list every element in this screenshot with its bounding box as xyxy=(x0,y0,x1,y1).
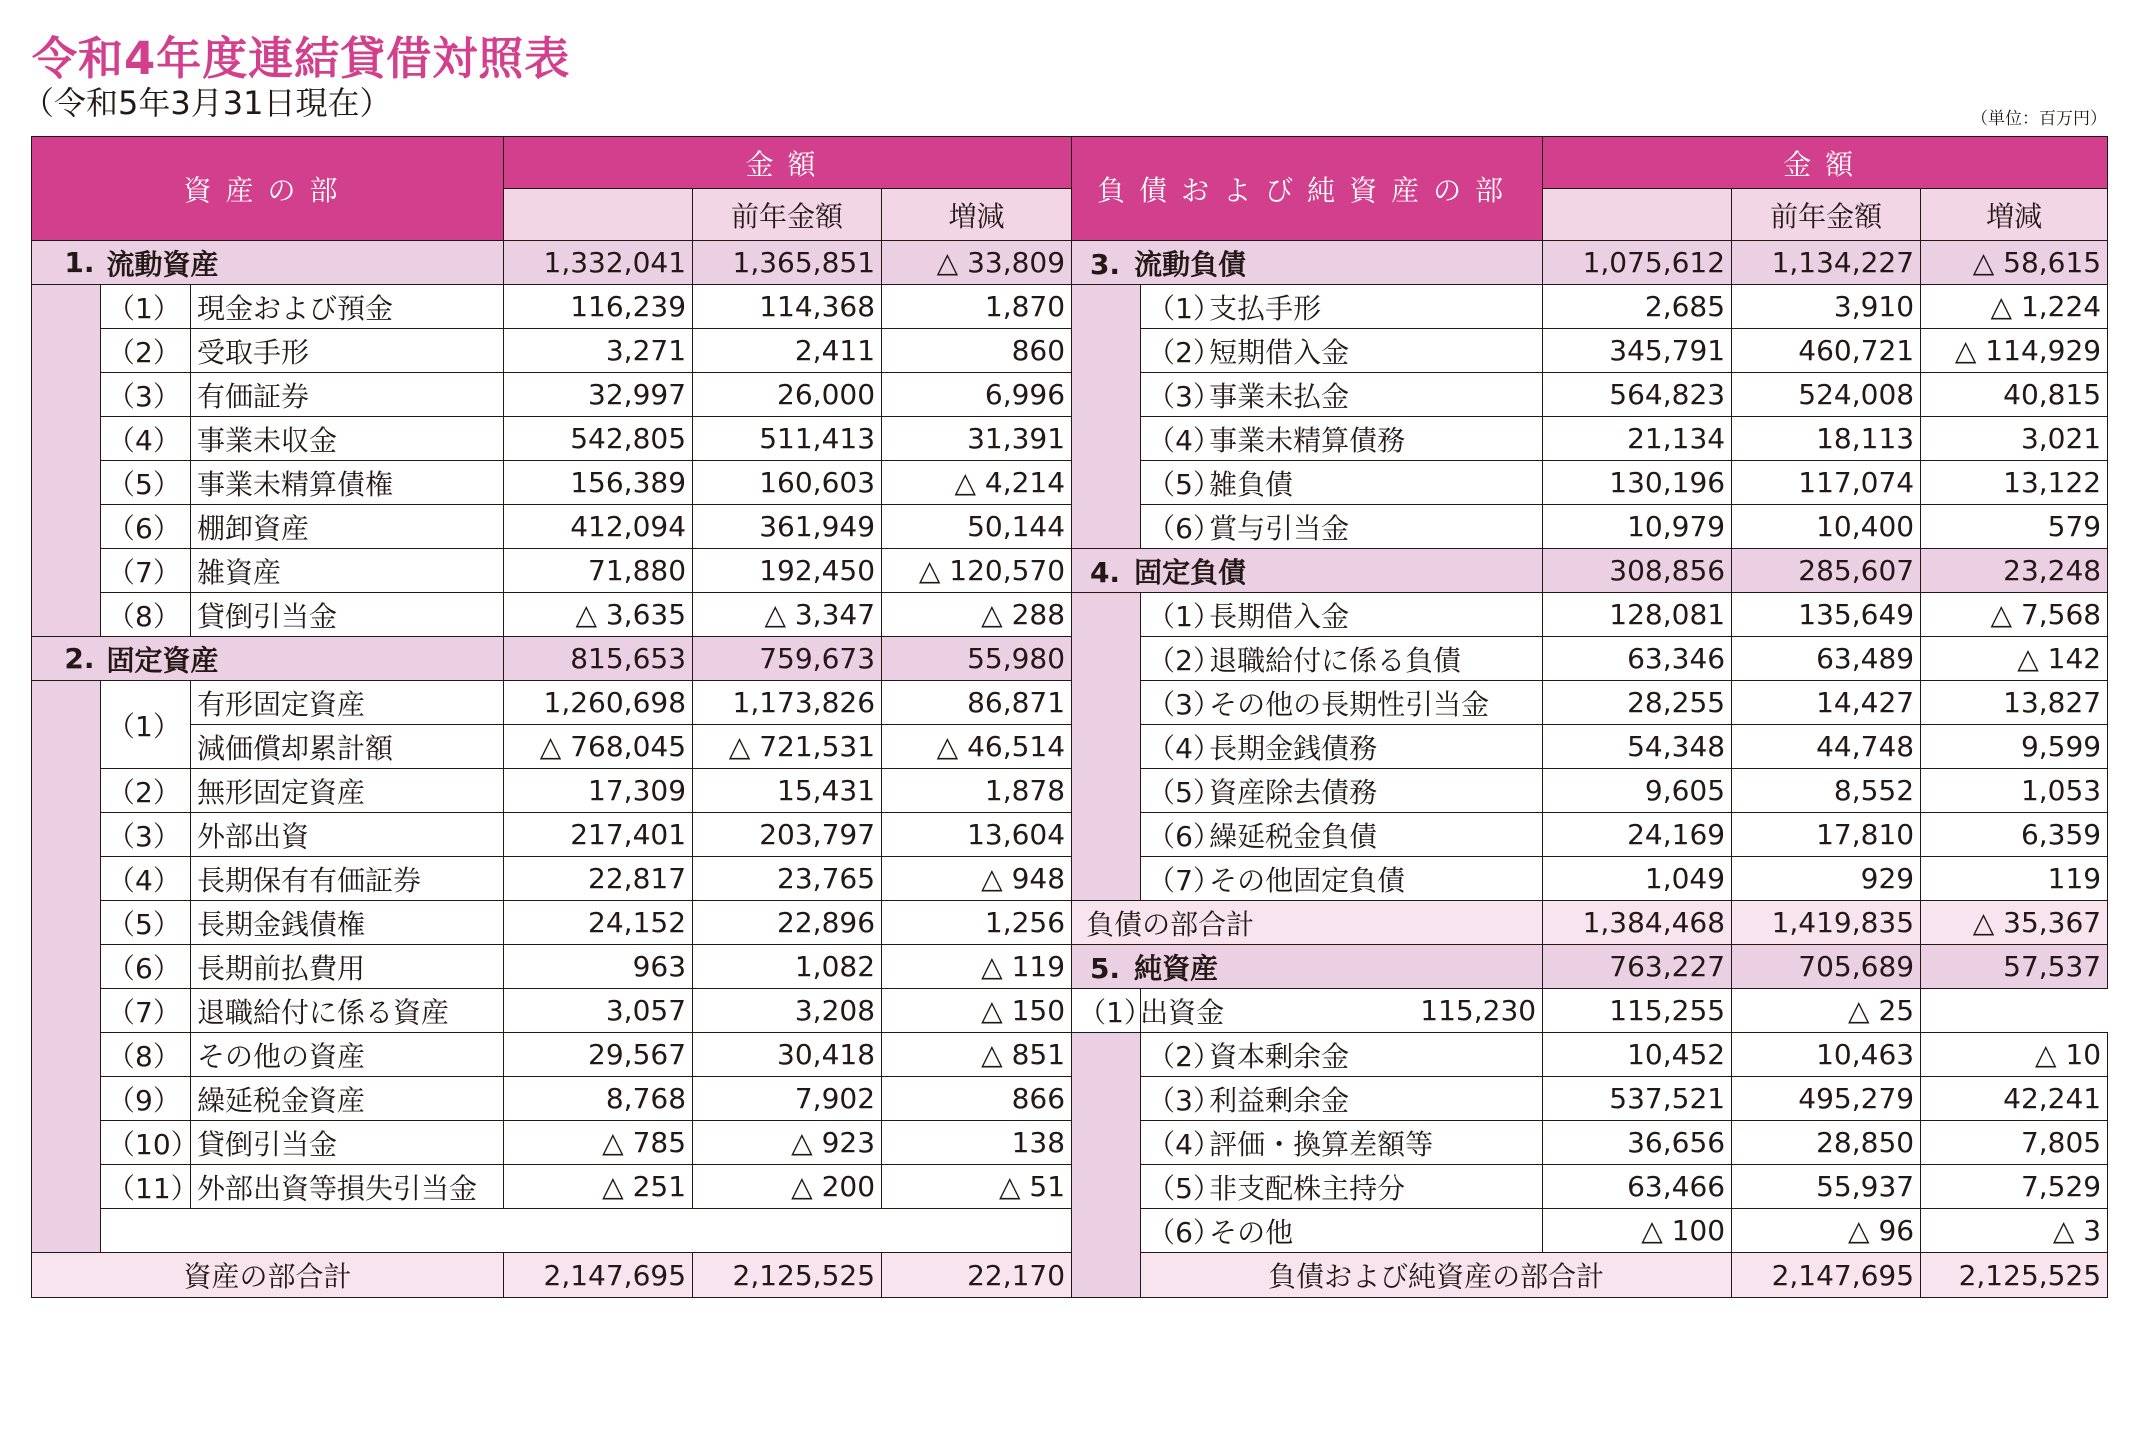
asset-item-label: 事業未精算債権 xyxy=(191,461,504,505)
asset-item-label: 有形固定資産 xyxy=(191,681,504,725)
asset-item-prev: △ 3,347 xyxy=(693,593,882,637)
asset-item-prev: 511,413 xyxy=(693,417,882,461)
asset-item-prev: 1,082 xyxy=(693,945,882,989)
asset-item-prev: 203,797 xyxy=(693,813,882,857)
liability-item-index: （2） xyxy=(1147,335,1221,369)
liability-item-label: 長期金銭債務 xyxy=(1209,731,1378,765)
liability-item-prev: 3,910 xyxy=(1732,285,1921,329)
asset-item-index: （2） xyxy=(101,769,191,813)
liability-item-amount: 1,049 xyxy=(1543,857,1732,901)
assets-prev-header: 前年金額 xyxy=(693,189,882,241)
liability-item xyxy=(1141,681,1543,725)
liability-item-label: 支払手形 xyxy=(1209,291,1322,325)
liability-item xyxy=(1141,329,1543,373)
asset-item-label: 棚卸資産 xyxy=(191,505,504,549)
liability-indent-strip xyxy=(1072,593,1141,901)
asset-item-label: 退職給付に係る資産 xyxy=(191,989,504,1033)
asset-item-amount: 8,768 xyxy=(504,1077,693,1121)
liability-item-label: 賞与引当金 xyxy=(1209,511,1350,545)
table-row xyxy=(32,505,2108,549)
liability-item-change: △ 7,568 xyxy=(1921,593,2108,637)
asset-item-amount: △ 251 xyxy=(504,1165,693,1209)
liability-item-index: （4） xyxy=(1147,1127,1221,1161)
liability-category-amount: 1,075,612 xyxy=(1543,241,1732,285)
unit-label: （単位：百万円） xyxy=(1971,109,2107,129)
liability-item-amount: 28,255 xyxy=(1543,681,1732,725)
asset-item-label: 外部出資 xyxy=(191,813,504,857)
asset-item-label: 現金および預金 xyxy=(191,285,504,329)
depreciation-prev: △ 721,531 xyxy=(693,725,882,769)
liability-item xyxy=(1072,989,1225,1033)
liability-category-change: 57,537 xyxy=(1921,945,2108,989)
liability-item xyxy=(1141,285,1543,329)
asset-indent-strip xyxy=(32,681,101,1253)
liability-item-label: 退職給付に係る負債 xyxy=(1209,643,1462,677)
liability-item-prev: 115,255 xyxy=(1543,989,1732,1033)
liability-item-prev: 28,850 xyxy=(1732,1121,1921,1165)
asset-item-amount: 156,389 xyxy=(504,461,693,505)
liability-item xyxy=(1141,461,1543,505)
liability-item-index: （2） xyxy=(1147,1039,1221,1073)
liability-item-amount: 537,521 xyxy=(1543,1077,1732,1121)
liability-item-label: 事業未払金 xyxy=(1209,379,1350,413)
asset-item-prev: 23,765 xyxy=(693,857,882,901)
liabilities-section-header: 負債および純資産の部 xyxy=(1072,137,1543,241)
liability-category-prev: 1,134,227 xyxy=(1732,241,1921,285)
liability-item xyxy=(1141,725,1543,769)
asset-item-label: 貸倒引当金 xyxy=(191,1121,504,1165)
balance-sheet-table xyxy=(31,136,2108,1298)
asset-item-change: 31,391 xyxy=(882,417,1072,461)
liability-item-label: 出資金 xyxy=(1140,995,1225,1029)
table-row xyxy=(32,549,2108,593)
assets-total-amount: 2,147,695 xyxy=(504,1253,693,1298)
liability-item-prev: 524,008 xyxy=(1732,373,1921,417)
liability-category-num: 3. xyxy=(1089,247,1121,281)
liability-item-index: （4） xyxy=(1147,731,1221,765)
liability-item-label: 事業未精算債務 xyxy=(1209,423,1406,457)
asset-item-amount: 412,094 xyxy=(504,505,693,549)
table-row xyxy=(32,857,2108,901)
asset-item-prev: 1,173,826 xyxy=(693,681,882,725)
asset-item-change: △ 120,570 xyxy=(882,549,1072,593)
asset-item-change: △ 948 xyxy=(882,857,1072,901)
liability-item-index: （3） xyxy=(1147,687,1221,721)
liability-item-label: 資産除去債務 xyxy=(1209,775,1378,809)
liability-item-amount: 128,081 xyxy=(1543,593,1732,637)
liabilities-subtotal-label: 負債の部合計 xyxy=(1072,901,1543,945)
liabilities-current-header xyxy=(1543,189,1732,241)
liabilities-net-assets-total-label: 負債および純資産の部合計 xyxy=(1141,1253,1732,1298)
liability-item-index: （5） xyxy=(1147,467,1221,501)
liability-item-label: 長期借入金 xyxy=(1209,599,1350,633)
liability-item-amount: 345,791 xyxy=(1543,329,1732,373)
liability-item-amount: 36,656 xyxy=(1543,1121,1732,1165)
asset-item-amount: 24,152 xyxy=(504,901,693,945)
asset-item-prev: 26,000 xyxy=(693,373,882,417)
liability-item-label: その他固定負債 xyxy=(1209,863,1406,897)
asset-category-change: 55,980 xyxy=(882,637,1072,681)
asset-item-index: （7） xyxy=(101,989,191,1033)
liability-item-label: 利益剰余金 xyxy=(1209,1083,1350,1117)
liability-item-index: （6） xyxy=(1147,819,1221,853)
liability-item xyxy=(1141,593,1543,637)
table-row xyxy=(32,1077,2108,1121)
liabilities-change-header: 増減 xyxy=(1921,189,2108,241)
liability-item-prev: 14,427 xyxy=(1732,681,1921,725)
asset-item-change: 860 xyxy=(882,329,1072,373)
liability-item-change: △ 1,224 xyxy=(1921,285,2108,329)
liability-item-label: 雑負債 xyxy=(1209,467,1294,501)
asset-item-index: （1） xyxy=(101,681,191,769)
asset-item-change: 1,878 xyxy=(882,769,1072,813)
liability-item-prev: 44,748 xyxy=(1732,725,1921,769)
assets-change-header: 増減 xyxy=(882,189,1072,241)
liability-category xyxy=(1072,945,1543,989)
liability-item-amount: 130,196 xyxy=(1543,461,1732,505)
liability-item-change: △ 25 xyxy=(1732,989,1921,1033)
asset-item-change: △ 288 xyxy=(882,593,1072,637)
liability-item-change: 6,359 xyxy=(1921,813,2108,857)
liability-item-index: （1） xyxy=(1078,995,1152,1029)
asset-item-index: （11） xyxy=(101,1165,191,1209)
liability-item xyxy=(1141,637,1543,681)
depreciation-amount: △ 768,045 xyxy=(504,725,693,769)
liability-item-index: （6） xyxy=(1147,511,1221,545)
table-row xyxy=(32,769,2108,813)
asset-item-label: 長期金銭債権 xyxy=(191,901,504,945)
asset-item-label: 繰延税金資産 xyxy=(191,1077,504,1121)
liability-item-change: 579 xyxy=(1921,505,2108,549)
liability-item-amount: 10,979 xyxy=(1543,505,1732,549)
table-row xyxy=(32,681,2108,725)
liability-item-change: △ 142 xyxy=(1921,637,2108,681)
liability-category-change: △ 58,615 xyxy=(1921,241,2108,285)
liability-item-label: 短期借入金 xyxy=(1209,335,1350,369)
liability-item-prev: 460,721 xyxy=(1732,329,1921,373)
asset-item-prev: 192,450 xyxy=(693,549,882,593)
liability-item-change: 7,529 xyxy=(1921,1165,2108,1209)
asset-item-change: △ 150 xyxy=(882,989,1072,1033)
liability-item-label: 評価・換算差額等 xyxy=(1209,1127,1434,1161)
asset-item-prev: 7,902 xyxy=(693,1077,882,1121)
asset-item-amount: △ 785 xyxy=(504,1121,693,1165)
liability-item-index: （3） xyxy=(1147,1083,1221,1117)
liability-item-change: △ 10 xyxy=(1921,1033,2108,1077)
liability-item-prev: 10,463 xyxy=(1732,1033,1921,1077)
asset-item-change: 6,996 xyxy=(882,373,1072,417)
table-row xyxy=(32,1209,2108,1253)
asset-item-amount: △ 3,635 xyxy=(504,593,693,637)
liability-item-label: 非支配株主持分 xyxy=(1209,1171,1406,1205)
asset-category-label: 固定資産 xyxy=(101,637,504,681)
liability-item-index: （4） xyxy=(1147,423,1221,457)
liability-category-amount: 763,227 xyxy=(1543,945,1732,989)
asset-item-index: （3） xyxy=(101,373,191,417)
asset-category-amount: 1,332,041 xyxy=(504,241,693,285)
asset-item-change: 138 xyxy=(882,1121,1072,1165)
liability-item-prev: 135,649 xyxy=(1732,593,1921,637)
liability-category-num: 4. xyxy=(1089,555,1121,589)
liability-item-amount: 63,466 xyxy=(1543,1165,1732,1209)
liability-indent-strip xyxy=(1072,285,1141,549)
depreciation-change: △ 46,514 xyxy=(882,725,1072,769)
assets-section-header: 資産の部 xyxy=(32,137,504,241)
liability-item xyxy=(1141,1033,1543,1077)
liabilities-subtotal-change: △ 35,367 xyxy=(1921,901,2108,945)
liability-item-change: △ 3 xyxy=(1921,1209,2108,1253)
asset-item-label: 長期前払費用 xyxy=(191,945,504,989)
liability-item-amount: 24,169 xyxy=(1543,813,1732,857)
liability-item-label: 繰延税金負債 xyxy=(1209,819,1378,853)
asset-item-change: 1,256 xyxy=(882,901,1072,945)
asset-item-amount: 17,309 xyxy=(504,769,693,813)
asset-item-amount: 32,997 xyxy=(504,373,693,417)
liability-item-change: 3,021 xyxy=(1921,417,2108,461)
liability-item-index: （6） xyxy=(1147,1215,1221,1249)
liability-item-index: （3） xyxy=(1147,379,1221,413)
asset-item-prev: 2,411 xyxy=(693,329,882,373)
asset-item-label: 事業未収金 xyxy=(191,417,504,461)
table-row xyxy=(32,989,2108,1033)
liability-item-index: （5） xyxy=(1147,775,1221,809)
liability-item-prev: 8,552 xyxy=(1732,769,1921,813)
liability-item-prev: 929 xyxy=(1732,857,1921,901)
table-row xyxy=(32,637,2108,681)
liability-item xyxy=(1141,1165,1543,1209)
asset-item-label: 長期保有有価証券 xyxy=(191,857,504,901)
table-row xyxy=(32,329,2108,373)
liability-item xyxy=(1141,1077,1543,1121)
liability-item-change: 1,053 xyxy=(1921,769,2108,813)
asset-item-change: △ 851 xyxy=(882,1033,1072,1077)
liability-item xyxy=(1141,1209,1543,1253)
asset-item-prev: 160,603 xyxy=(693,461,882,505)
asset-category-label: 流動資産 xyxy=(101,241,504,285)
liability-category-num: 5. xyxy=(1089,951,1121,985)
liabilities-net-assets-total-prev: 2,125,525 xyxy=(1921,1253,2108,1298)
asset-item-amount: 22,817 xyxy=(504,857,693,901)
asset-item-amount: 3,271 xyxy=(504,329,693,373)
table-row xyxy=(32,373,2108,417)
asset-item-label: 受取手形 xyxy=(191,329,504,373)
assets-total-label: 資産の部合計 xyxy=(32,1253,504,1298)
assets-current-header xyxy=(504,189,693,241)
asset-category-prev: 1,365,851 xyxy=(693,241,882,285)
liability-item-index: （1） xyxy=(1147,599,1221,633)
liability-item xyxy=(1141,857,1543,901)
asset-item-change: 13,604 xyxy=(882,813,1072,857)
asset-item-prev: 22,896 xyxy=(693,901,882,945)
liability-item-change: 13,827 xyxy=(1921,681,2108,725)
asset-item-amount: 116,239 xyxy=(504,285,693,329)
asset-item-index: （5） xyxy=(101,461,191,505)
liability-item-amount: 21,134 xyxy=(1543,417,1732,461)
asset-item-change: 86,871 xyxy=(882,681,1072,725)
asset-item-prev: △ 200 xyxy=(693,1165,882,1209)
assets-total-change: 22,170 xyxy=(882,1253,1072,1298)
liability-item-prev: 17,810 xyxy=(1732,813,1921,857)
table-row xyxy=(32,461,2108,505)
liability-item-label: 資本剰余金 xyxy=(1209,1039,1350,1073)
table-row xyxy=(32,1121,2108,1165)
assets-total-prev: 2,125,525 xyxy=(693,1253,882,1298)
liability-category xyxy=(1072,241,1543,285)
table-row xyxy=(32,901,2108,945)
table-row xyxy=(32,417,2108,461)
asset-item-label: 雑資産 xyxy=(191,549,504,593)
table-row xyxy=(32,725,2108,769)
asset-item-index: （7） xyxy=(101,549,191,593)
liability-item-amount: 564,823 xyxy=(1543,373,1732,417)
asset-category-change: △ 33,809 xyxy=(882,241,1072,285)
asset-item-amount: 963 xyxy=(504,945,693,989)
liability-item xyxy=(1141,417,1543,461)
asset-item-amount: 1,260,698 xyxy=(504,681,693,725)
table-row xyxy=(32,241,2108,285)
liabilities-prev-header: 前年金額 xyxy=(1732,189,1921,241)
asset-item-index: （8） xyxy=(101,593,191,637)
depreciation-label: 減価償却累計額 xyxy=(191,725,504,769)
liability-item-index: （5） xyxy=(1147,1171,1221,1205)
liability-item-prev: 495,279 xyxy=(1732,1077,1921,1121)
liabilities-amount-header: 金額 xyxy=(1543,137,2108,189)
table-row xyxy=(32,285,2108,329)
liability-item-prev: 18,113 xyxy=(1732,417,1921,461)
asset-item-label: 貸倒引当金 xyxy=(191,593,504,637)
liability-item xyxy=(1141,769,1543,813)
liability-item-amount: 10,452 xyxy=(1543,1033,1732,1077)
liability-item-label: その他の長期性引当金 xyxy=(1209,687,1490,721)
table-row xyxy=(32,593,2108,637)
liability-category-label: 固定負債 xyxy=(1134,555,1247,589)
liability-item-index: （2） xyxy=(1147,643,1221,677)
asset-item-prev: 114,368 xyxy=(693,285,882,329)
liability-category-amount: 308,856 xyxy=(1543,549,1732,593)
assets-amount-header: 金額 xyxy=(504,137,1072,189)
asset-item-change: 50,144 xyxy=(882,505,1072,549)
asset-item-change: △ 51 xyxy=(882,1165,1072,1209)
assets-blank-area xyxy=(101,1209,1141,1253)
asset-item-prev: 3,208 xyxy=(693,989,882,1033)
liability-category-label: 流動負債 xyxy=(1134,247,1247,281)
liability-item-change: 7,805 xyxy=(1921,1121,2108,1165)
liability-item-prev: △ 96 xyxy=(1732,1209,1921,1253)
liability-category-label: 純資産 xyxy=(1134,951,1219,985)
asset-item-index: （8） xyxy=(101,1033,191,1077)
asset-category-num: 2. xyxy=(32,637,101,681)
liability-item-prev: 10,400 xyxy=(1732,505,1921,549)
asset-item-prev: △ 923 xyxy=(693,1121,882,1165)
liability-item xyxy=(1141,813,1543,857)
liability-category-change: 23,248 xyxy=(1921,549,2108,593)
asset-category-amount: 815,653 xyxy=(504,637,693,681)
asset-item-index: （10） xyxy=(101,1121,191,1165)
asset-item-label: 外部出資等損失引当金 xyxy=(191,1165,504,1209)
liability-category xyxy=(1072,549,1543,593)
asset-item-change: 866 xyxy=(882,1077,1072,1121)
liability-item-prev: 117,074 xyxy=(1732,461,1921,505)
liability-item-change: 9,599 xyxy=(1921,725,2108,769)
asset-item-index: （1） xyxy=(101,285,191,329)
asset-item-amount: 217,401 xyxy=(504,813,693,857)
liability-item-amount: 115,230 xyxy=(1141,989,1543,1033)
liability-item xyxy=(1141,505,1543,549)
asset-item-change: △ 4,214 xyxy=(882,461,1072,505)
liability-item-change: △ 114,929 xyxy=(1921,329,2108,373)
asset-item-index: （2） xyxy=(101,329,191,373)
asset-item-amount: 29,567 xyxy=(504,1033,693,1077)
asset-item-change: △ 119 xyxy=(882,945,1072,989)
liability-item-label: その他 xyxy=(1209,1215,1294,1249)
asset-item-index: （4） xyxy=(101,417,191,461)
liability-item-index: （7） xyxy=(1147,863,1221,897)
asset-item-index: （6） xyxy=(101,505,191,549)
totals-row xyxy=(32,1253,2108,1298)
asset-category-prev: 759,673 xyxy=(693,637,882,681)
table-row xyxy=(32,1165,2108,1209)
liability-item-index: （1） xyxy=(1147,291,1221,325)
asset-item-label: その他の資産 xyxy=(191,1033,504,1077)
liability-category-prev: 705,689 xyxy=(1732,945,1921,989)
liability-item-amount: 63,346 xyxy=(1543,637,1732,681)
asset-category-num: 1. xyxy=(32,241,101,285)
liability-item-change: 40,815 xyxy=(1921,373,2108,417)
asset-item-index: （6） xyxy=(101,945,191,989)
liability-item-change: 42,241 xyxy=(1921,1077,2108,1121)
balance-sheet-body xyxy=(32,137,2108,1298)
liability-category-prev: 285,607 xyxy=(1732,549,1921,593)
asset-item-label: 有価証券 xyxy=(191,373,504,417)
asset-item-prev: 361,949 xyxy=(693,505,882,549)
liability-item xyxy=(1141,373,1543,417)
asset-item-index: （3） xyxy=(101,813,191,857)
asset-item-amount: 542,805 xyxy=(504,417,693,461)
as-of-date: （令和5年3月31日現在） xyxy=(22,84,392,122)
liability-item-change: 13,122 xyxy=(1921,461,2108,505)
liability-item-prev: 63,489 xyxy=(1732,637,1921,681)
page-title: 令和4年度連結貸借対照表 xyxy=(32,32,571,85)
asset-item-label: 無形固定資産 xyxy=(191,769,504,813)
liability-item-amount: △ 100 xyxy=(1543,1209,1732,1253)
liabilities-subtotal-prev: 1,419,835 xyxy=(1732,901,1921,945)
table-row xyxy=(32,813,2108,857)
liability-item-amount: 2,685 xyxy=(1543,285,1732,329)
asset-item-prev: 15,431 xyxy=(693,769,882,813)
liability-item-amount: 9,605 xyxy=(1543,769,1732,813)
liability-item-amount: 54,348 xyxy=(1543,725,1732,769)
asset-item-index: （4） xyxy=(101,857,191,901)
table-row xyxy=(32,945,2108,989)
liabilities-net-assets-total-amount: 2,147,695 xyxy=(1732,1253,1921,1298)
asset-item-amount: 3,057 xyxy=(504,989,693,1033)
asset-item-index: （5） xyxy=(101,901,191,945)
asset-item-index: （9） xyxy=(101,1077,191,1121)
asset-item-amount: 71,880 xyxy=(504,549,693,593)
liabilities-subtotal-amount: 1,384,468 xyxy=(1543,901,1732,945)
asset-indent-strip xyxy=(32,285,101,637)
liability-item-change: 119 xyxy=(1921,857,2108,901)
asset-item-change: 1,870 xyxy=(882,285,1072,329)
liability-item xyxy=(1141,1121,1543,1165)
asset-item-prev: 30,418 xyxy=(693,1033,882,1077)
liability-item-prev: 55,937 xyxy=(1732,1165,1921,1209)
table-row xyxy=(32,1033,2108,1077)
liability-indent-strip xyxy=(1072,1033,1141,1298)
